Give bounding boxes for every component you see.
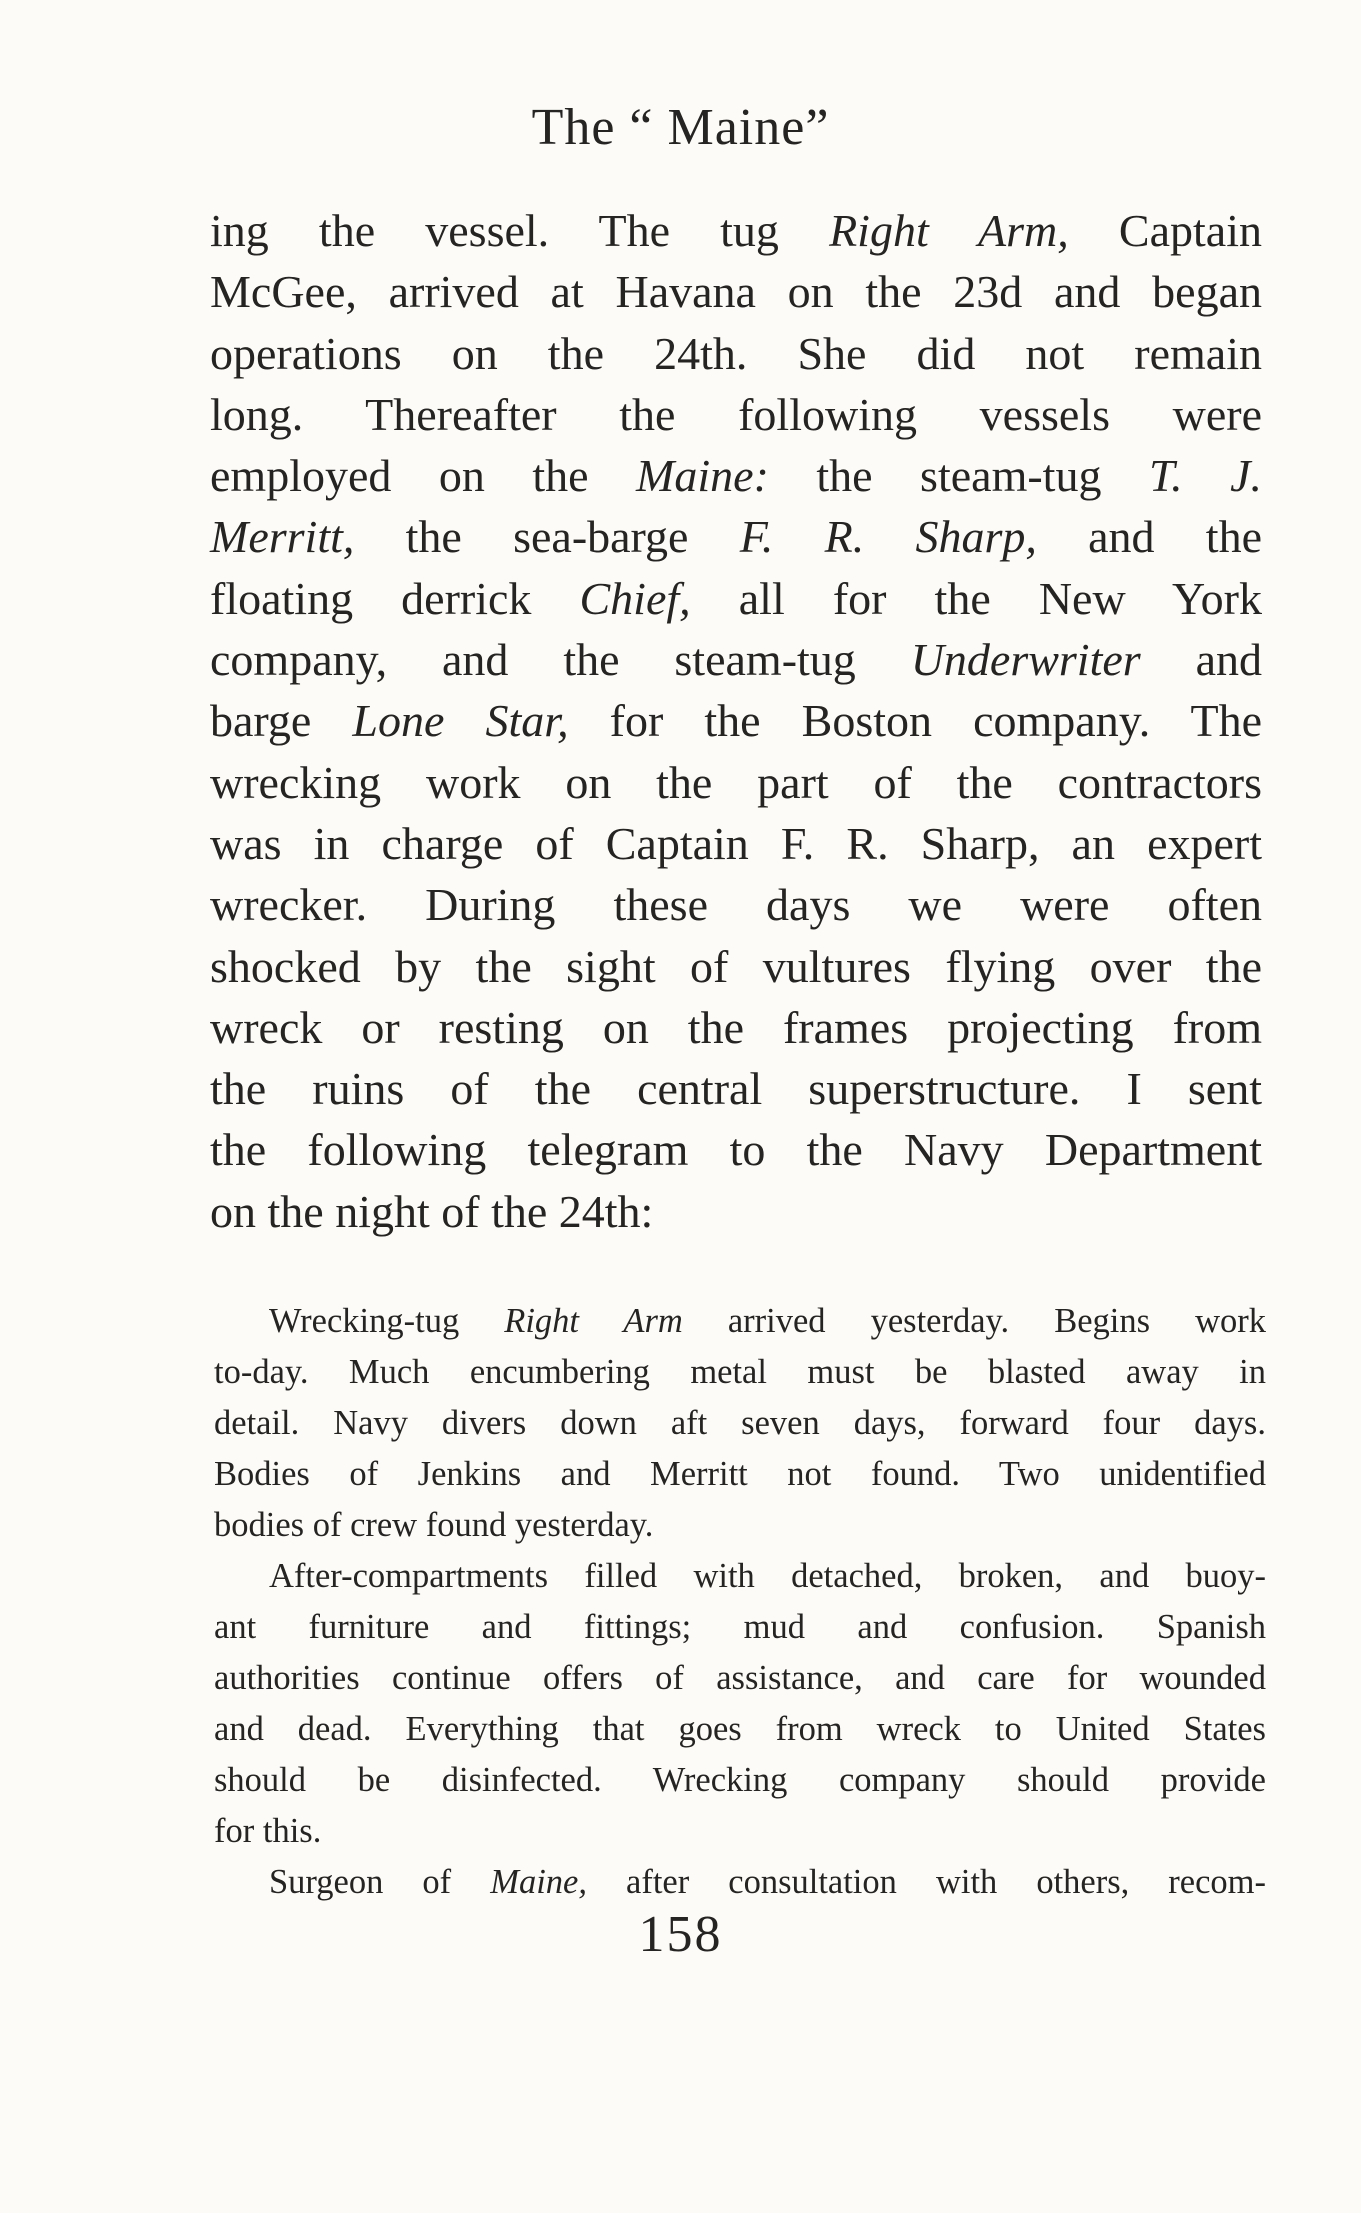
body-paragraph xyxy=(210,200,1262,1242)
running-title: The “ Maine” xyxy=(531,99,830,156)
quote-line: After-compartments filled with detached, broken, and buoy- xyxy=(269,1557,1266,1595)
vessel-name: T. J. xyxy=(1148,450,1263,502)
text-line: Merritt, the sea-barge F. R. Sharp, and the xyxy=(210,511,1263,563)
vessel-name: Maine, xyxy=(490,1863,587,1901)
vessel-name: Maine: xyxy=(636,450,769,502)
vessel-name: Chief, xyxy=(579,572,691,624)
text-line: wrecker. During these days we were often xyxy=(210,879,1262,931)
text-line: barge Lone Star, for the Boston company. The xyxy=(210,695,1262,747)
vessel-name: Right Arm xyxy=(504,1302,683,1340)
quote-line: and dead. Everything that goes from wreck to United States xyxy=(214,1710,1266,1748)
text-line: on the night of the 24th: xyxy=(210,1185,654,1237)
text-line: the ruins of the central superstructure. I sent xyxy=(210,1063,1262,1115)
quote-line: ant furniture and fittings; mud and confusion. Spanish xyxy=(214,1608,1266,1646)
quote-line: Surgeon of Maine, after consultation with others, recom- xyxy=(269,1863,1266,1901)
text-line: operations on the 24th. She did not remain xyxy=(210,327,1262,379)
text-line: the following telegram to the Navy Department xyxy=(210,1124,1262,1176)
quote-line: Bodies of Jenkins and Merritt not found. Two unidentified xyxy=(214,1455,1266,1493)
page-number: 158 xyxy=(638,1906,723,1963)
text-line: shocked by the sight of vultures flying over the xyxy=(210,940,1262,992)
vessel-name: Merritt, xyxy=(210,511,355,563)
quote-line: should be disinfected. Wrecking company should provide xyxy=(214,1761,1266,1799)
text-line: was in charge of Captain F. R. Sharp, an expert xyxy=(210,817,1262,869)
text-line: wrecking work on the part of the contractors xyxy=(210,756,1262,808)
vessel-name: Lone Star, xyxy=(352,695,569,747)
quote-line: Wrecking-tug Right Arm arrived yesterday. Begins work xyxy=(269,1302,1266,1340)
vessel-name: Underwriter xyxy=(910,634,1141,686)
quote-line: for this. xyxy=(214,1812,322,1850)
vessel-name: F. R. Sharp, xyxy=(739,511,1037,563)
telegram-quote xyxy=(214,1296,1266,1908)
vessel-name: Right Arm, xyxy=(829,205,1069,256)
text-line: employed on the Maine: the steam-tug T. J. xyxy=(210,450,1263,502)
text-line: floating derrick Chief, all for the New York xyxy=(210,572,1262,624)
text-line: long. Thereafter the following vessels were xyxy=(210,388,1262,440)
quote-line: to-day. Much encumbering metal must be blasted away in xyxy=(214,1353,1266,1391)
text-line: ing the vessel. The tug Right Arm, Captain xyxy=(210,205,1263,256)
quote-line: detail. Navy divers down aft seven days, forward four days. xyxy=(214,1404,1266,1442)
text-line: McGee, arrived at Havana on the 23d and began xyxy=(210,266,1262,318)
text-line: wreck or resting on the frames projecting from xyxy=(210,1001,1262,1053)
quote-line: bodies of crew found yesterday. xyxy=(214,1506,654,1544)
text-line: company, and the steam-tug Underwriter and xyxy=(210,634,1262,686)
quote-line: authorities continue offers of assistance, and care for wounded xyxy=(214,1659,1266,1697)
